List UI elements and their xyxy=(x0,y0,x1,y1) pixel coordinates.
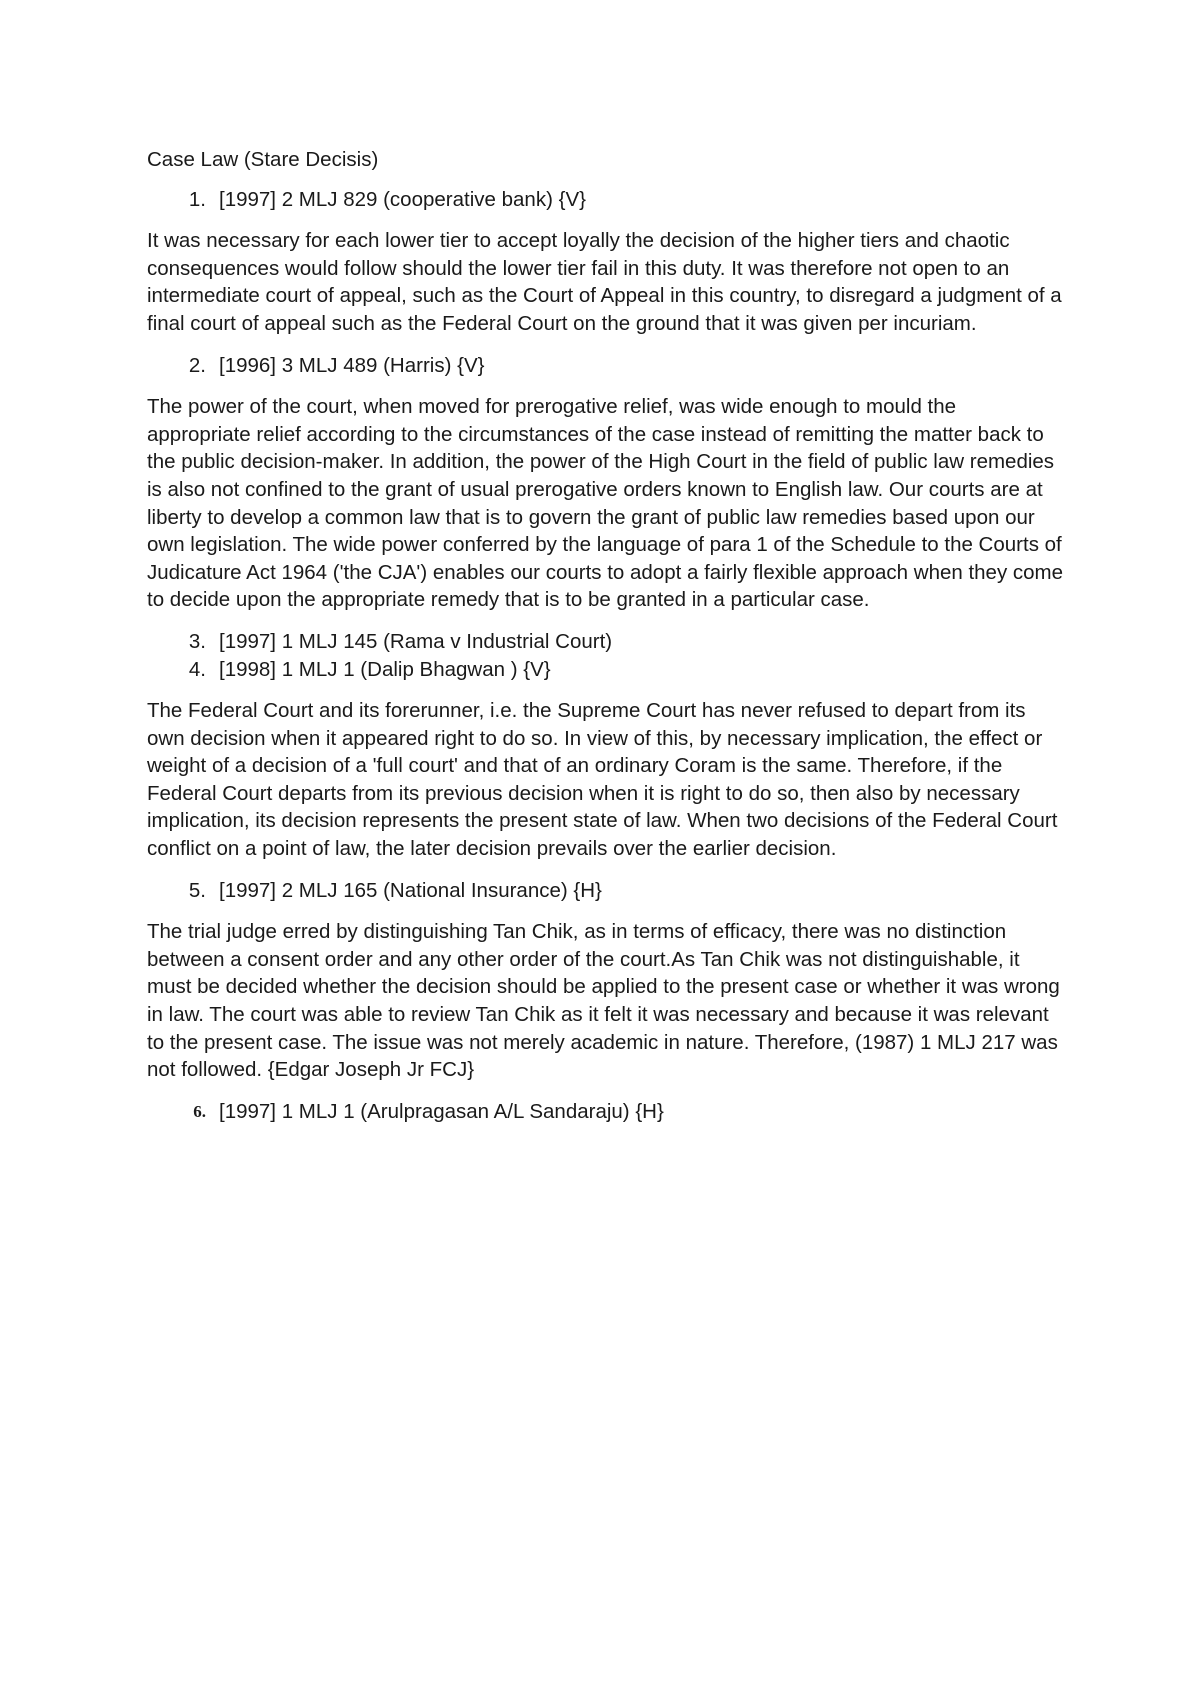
case-citation: [1997] 2 MLJ 829 (cooperative bank) {V} xyxy=(219,187,586,211)
case-summary-5: The trial judge erred by distinguishing Tan Chik, as in terms of efficacy, there was no distinction between a consent order and any other order of the court.As Tan Chik was not distinguishable, it must be decided whether the decision should be applied to the present case or whether it was wrong in law. The court was able to review Tan Chik as it felt it was necessary and because it was relevant to the present case. The issue was not merely academic in nature. Therefore, (1987) 1 MLJ 217 was not followed. {Edgar Joseph Jr FCJ} xyxy=(147,920,1060,1082)
case-item-2 xyxy=(147,352,1067,380)
case-item-5 xyxy=(147,877,1067,905)
case-summary-4: The Federal Court and its forerunner, i.e. the Supreme Court has never refused to depart from its own decision when it appeared right to do so. In view of this, by necessary implication, the effect or weight of a decision of a 'full court' and that of an ordinary Coram is the same. Therefore, if the Federal Court departs from its previous decision when it is right to do so, then also by necessary implication, its decision represents the present state of law. When two decisions of the Federal Court conflict on a point of law, the later decision prevails over the earlier decision. xyxy=(147,699,1058,861)
case-citation: [1996] 3 MLJ 489 (Harris) {V} xyxy=(219,353,485,377)
list-number: 4. xyxy=(188,657,206,681)
list-number: 5. xyxy=(188,878,206,902)
case-item-6 xyxy=(147,1098,1067,1126)
case-summary-1: It was necessary for each lower tier to accept loyally the decision of the higher tiers and chaotic consequences would follow should the lower tier fail in this duty. It was therefore not open to an intermediate court of appeal, such as the Court of Appeal in this country, to disregard a judgment of a final court of appeal such as the Federal Court on the ground that it was given per incuriam. xyxy=(147,229,1062,335)
case-summary-2: The power of the court, when moved for prerogative relief, was wide enough to mould the appropriate relief according to the circumstances of the case instead of remitting the matter back to the public decision-maker. In addition, the power of the High Court in the field of public law remedies is also not confined to the grant of usual prerogative orders known to English law. Our courts are at liberty to develop a common law that is to govern the grant of public law remedies based upon our own legislation. The wide power conferred by the language of para 1 of the Schedule to the Courts of Judicature Act 1964 ('the CJA') enables our courts to adopt a fairly flexible approach when they come to decide upon the appropriate remedy that is to be granted in a particular case. xyxy=(147,395,1064,612)
list-number: 1. xyxy=(188,187,206,211)
case-item-3 xyxy=(147,628,1067,656)
list-number: 2. xyxy=(188,353,206,377)
case-item-4 xyxy=(147,656,1067,684)
document-page xyxy=(147,146,1067,1125)
case-item-1 xyxy=(147,186,1067,214)
list-number: 6. xyxy=(193,1101,206,1121)
case-citation: [1998] 1 MLJ 1 (Dalip Bhagwan ) {V} xyxy=(219,657,551,681)
case-citation: [1997] 1 MLJ 1 (Arulpragasan A/L Sandaraju) {H} xyxy=(219,1099,664,1123)
case-citation: [1997] 2 MLJ 165 (National Insurance) {H} xyxy=(219,878,602,902)
case-citation: [1997] 1 MLJ 145 (Rama v Industrial Court) xyxy=(219,629,613,653)
list-number: 3. xyxy=(188,629,206,653)
document-title: Case Law (Stare Decisis) xyxy=(147,148,379,171)
